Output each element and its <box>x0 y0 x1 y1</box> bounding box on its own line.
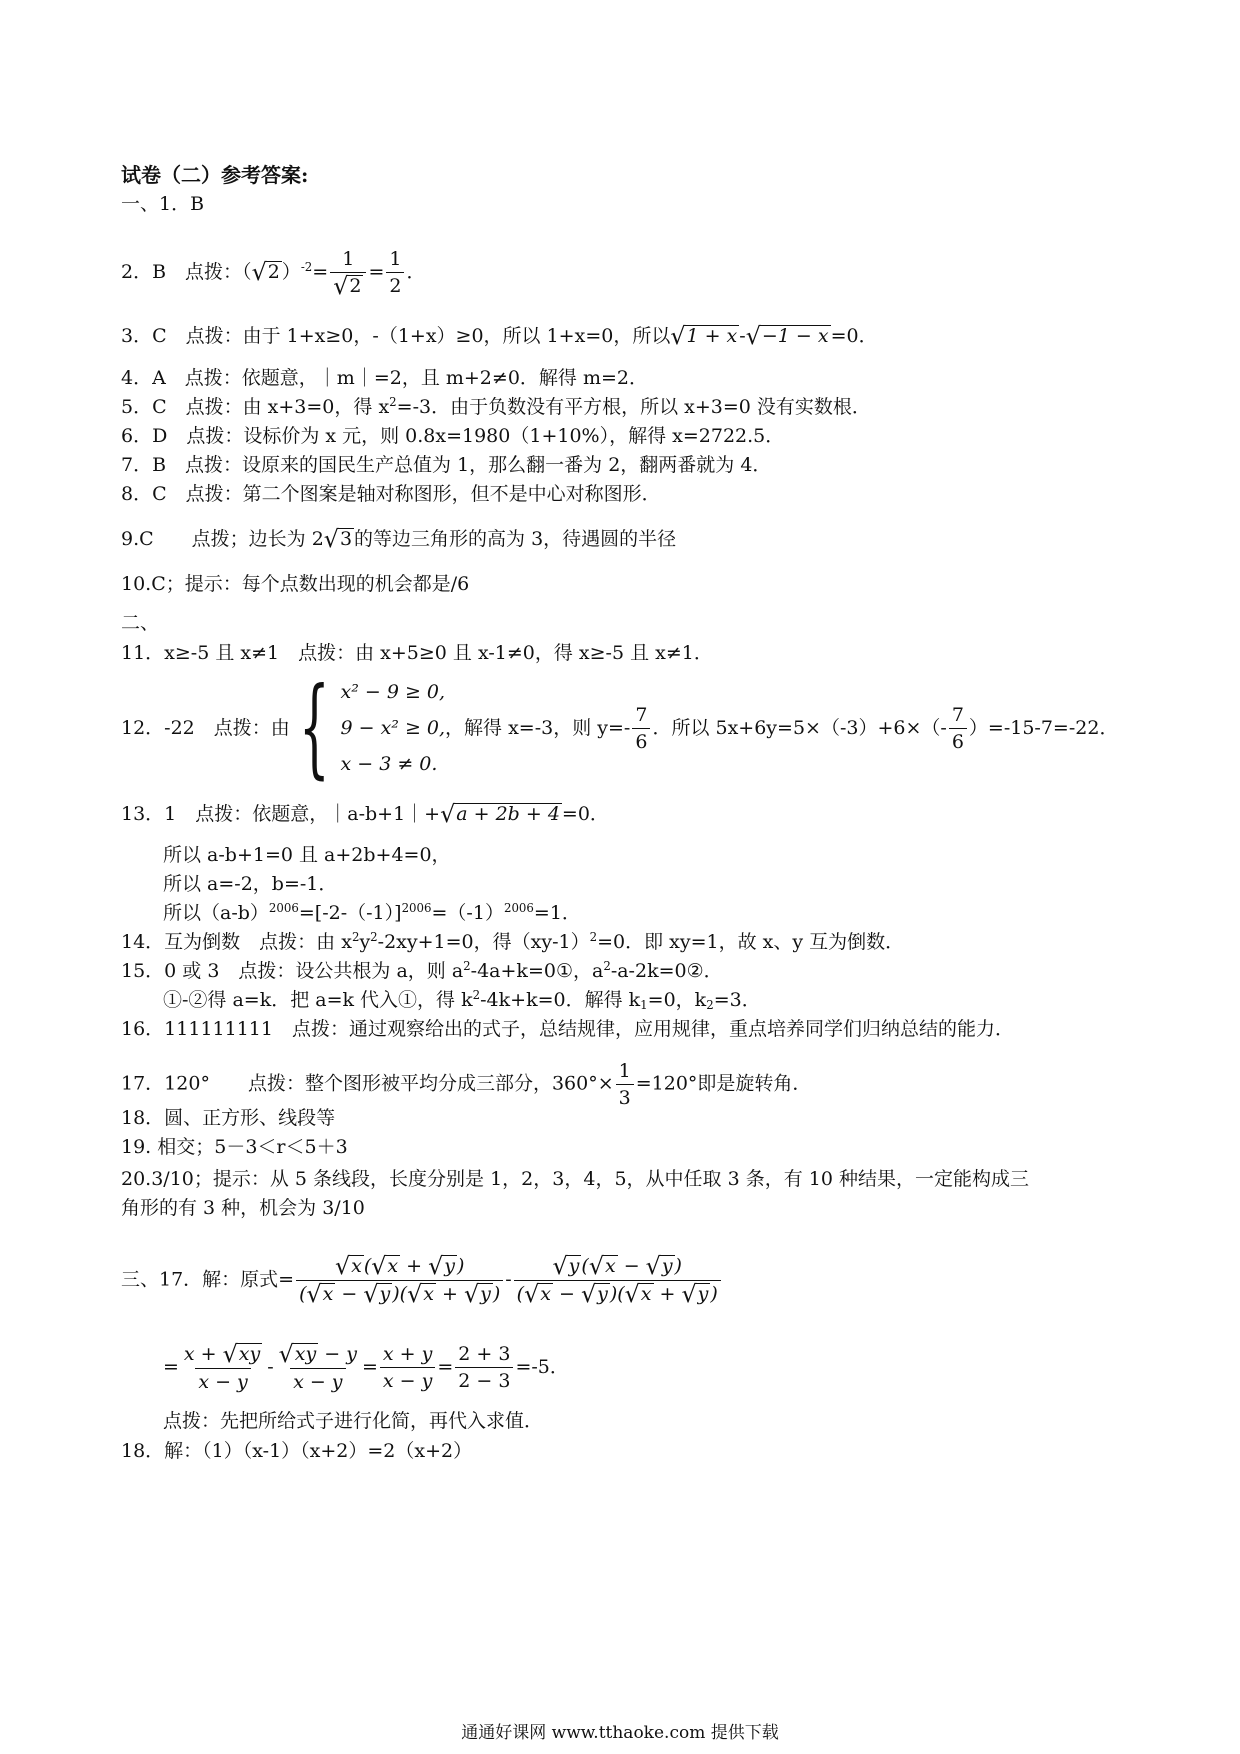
page-title: 试卷（二）参考答案: <box>121 163 309 187</box>
answer-5: 5．C 点拨：由 x+3=0，得 $x^2=-3$．由于负数没有平方根，所以 x+3=0 没有实数根． <box>121 394 871 418</box>
answer-13: 13．1 点拨：依题意，｜a-b+1｜+ √ a + 2b + 4 =0． <box>121 800 609 829</box>
problem-18: 18．解：（1）（x-1）（x+2）=2（x+2） <box>121 1440 473 1462</box>
answer-15-line-2: ①-②得 a=k．把 a=k 代入①，得 $k^2-4k+k=0$．解得 $k_1=0$，$k_2=3$． <box>163 987 761 1012</box>
answer-13-line-2: 所以 a-b+1=0 且 a+2b+4=0， <box>163 844 451 866</box>
answer-11: 11．x≥-5 且 x≠1 点拨：由 x+5≥0 且 x-1≠0，得 x≥-5 且 x≠1． <box>121 642 713 664</box>
hint-line: 点拨：先把所给式子进行化简，再代入求值． <box>163 1410 544 1432</box>
section-2-heading: 二、 <box>121 612 160 634</box>
answer-2: 2．B 点拨：（ √ 2 ）$^{-2}$= 1 √ 2 = $\frac{1}{2}$ ． <box>121 248 426 301</box>
section-3-problem-17: 三、17．解：原式= √ x ( √ x + √ y ) ( √ x − √ y )( √ x + √ y ) - √ y ( √ x − √ y ) ( √ x − √ y )( √ x + √ y ) <box>121 1254 723 1307</box>
answer-12: 12．-22 点拨：由 { x² − 9 ≥ 0, 9 − x² ≥ 0, x − 3 ≠ 0. ，解得 x=-3，则 y=- 7 6 ．所以 5x+6y=5×（-3）+6×（- 7 6 ）=-15-7=-22． <box>121 665 1119 790</box>
fraction: 1 √ 2 <box>330 247 366 299</box>
page-footer: 通通好课网 www.tthaoke.com 提供下载 <box>461 1723 779 1743</box>
answer-13-line-4: 所以$(a-b)^{2006}=[-2-(-1)]^{2006}=(-1)^{2006}=1$． <box>163 900 581 924</box>
answer-17: 17．120° 点拨：整个图形被平均分成三部分，360°× $\frac{1}{3}$ =120°即是旋转角． <box>121 1060 812 1109</box>
answer-3: 3．C 点拨：由于 1+x≥0，-（1+x）≥0，所以 1+x=0，所以 √ 1 + x - √ −1 − x =0． <box>121 322 878 351</box>
answer-8: 8．C 点拨：第二个图案是轴对称图形，但不是中心对称图形． <box>121 483 661 505</box>
fraction: √ x ( √ x + √ y ) ( √ x − √ y )( √ x + √ y ) <box>296 1254 503 1307</box>
answer-9: 9.C 点拨；边长为 2 √ 3 的等边三角形的高为 3，待遇圆的半径 <box>121 525 677 554</box>
answer-18: 18．圆、正方形、线段等 <box>121 1107 336 1129</box>
answer-13-line-3: 所以 a=-2，b=-1． <box>163 873 338 895</box>
answer-20-line-2: 角形的有 3 种，机会为 3/10 <box>121 1197 365 1219</box>
fraction: $\frac{1}{2}$ <box>386 247 404 298</box>
answer-16: 16．111111111 点拨：通过观察给出的式子，总结规律，应用规律，重点培养同学们归纳总结的能力． <box>121 1018 1014 1040</box>
answer-15: 15．0 或 3 点拨：设公共根为 a，则 $a^2-4a+k=0①$，$a^2-a-2k=0②$． <box>121 958 723 982</box>
answer-14: 14．互为倒数 点拨：由 $x^2y^2-2xy+1=0$，得$(xy-1)^2=0$．即 xy=1，故 x、y 互为倒数． <box>121 929 905 953</box>
answer-20: 20.3/10；提示：从 5 条线段，长度分别是 1，2，3，4，5，从中任取 3 条，有 10 种结果，一定能构成三 <box>121 1168 1029 1190</box>
answer-6: 6．D 点拨：设标价为 x 元，则 0.8x=1980（1+10%），解得 x=2722.5． <box>121 425 785 447</box>
answer-10: 10.C；提示：每个点数出现的机会都是/6 <box>121 573 470 595</box>
answer-7: 7．B 点拨：设原来的国民生产总值为 1，那么翻一番为 2，翻两番就为 4． <box>121 454 772 476</box>
answer-4: 4．A 点拨：依题意，｜m｜=2，且 m+2≠0．解得 m=2． <box>121 367 648 389</box>
left-brace: { <box>298 665 330 790</box>
sqrt-sign: √ 2 <box>251 258 280 287</box>
fraction: √ y ( √ x − √ y ) ( √ x − √ y )( √ x + √ y ) <box>514 1254 721 1307</box>
section-1-answer-1: 一、1．B <box>121 193 205 215</box>
answer-19: 19. 相交；5－3＜r＜5＋3 <box>121 1136 348 1158</box>
section-3-problem-17-line-2: = x + √ xy x − y - √ xy − y x − y = $\frac{x + y}{x - y}$ = $\frac{2 + 3}{2 - 3}$ =-5． <box>163 1340 569 1393</box>
